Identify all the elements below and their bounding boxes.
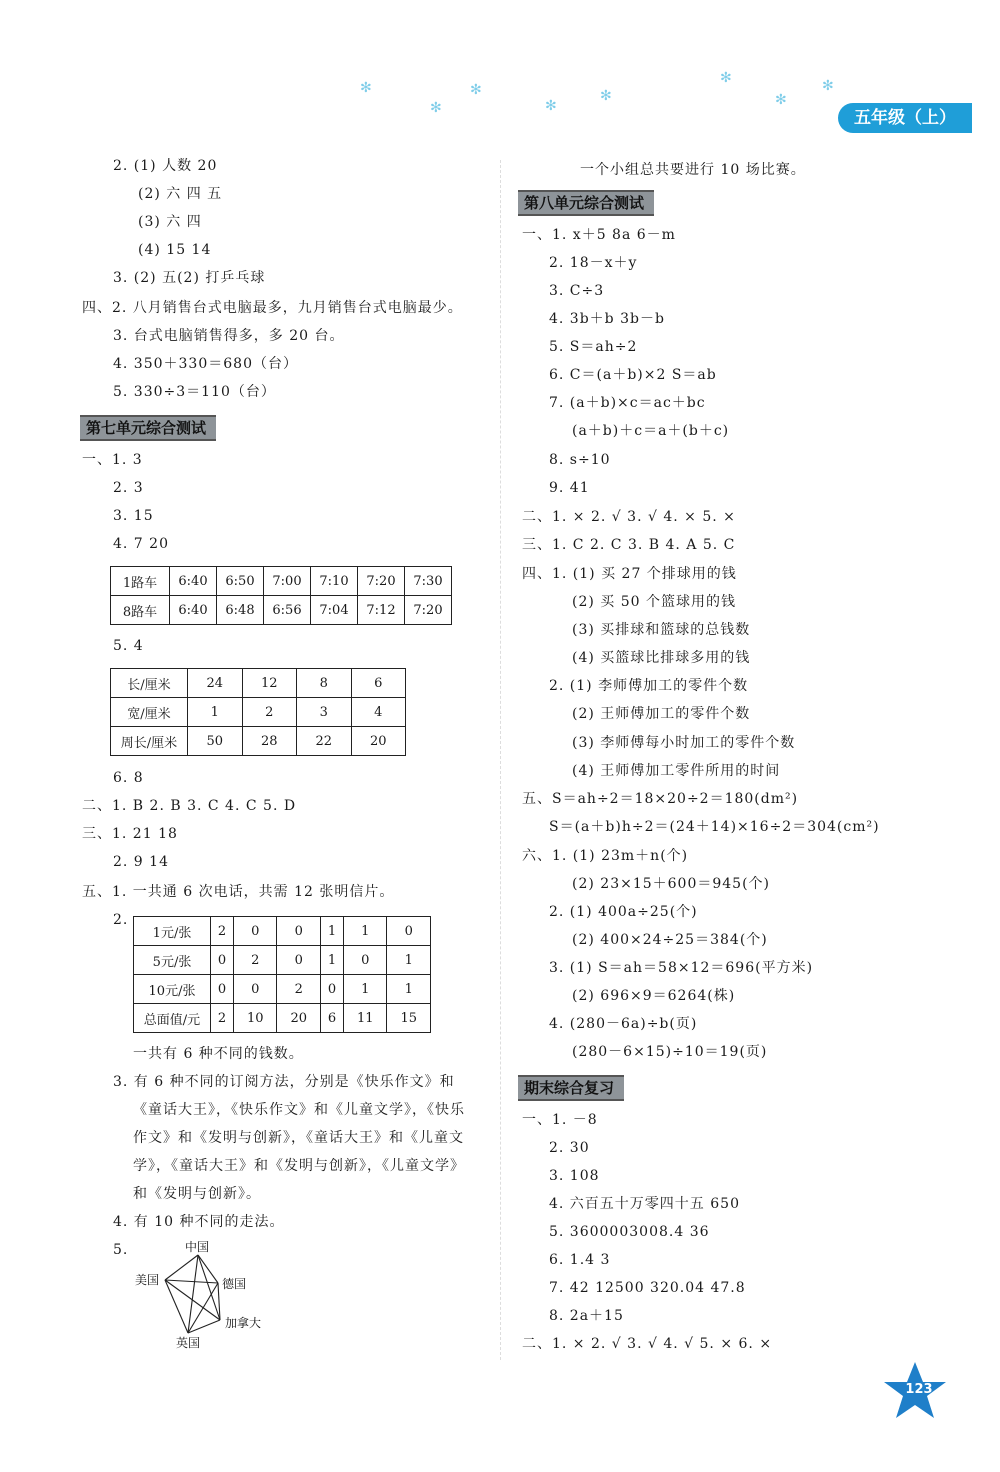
table-cell: 7:10 bbox=[311, 567, 358, 596]
answer-line: 3. (1) S＝ah＝58×12＝696(平方米) bbox=[549, 960, 814, 976]
table-cell: 20 bbox=[277, 1004, 320, 1033]
table-cell: 总面值/元 bbox=[134, 1004, 211, 1033]
bus-schedule-table bbox=[110, 566, 452, 625]
answer-line: 一、1. x＋5 8a 6－m bbox=[522, 227, 676, 243]
answer-line: 一、1. －8 bbox=[522, 1112, 598, 1128]
table-row bbox=[111, 567, 452, 596]
answer-line: 3. 108 bbox=[549, 1168, 600, 1184]
answer-line: 6. 8 bbox=[113, 770, 144, 786]
answer-line: 五、1. 一共通 6 次电话，共需 12 张明信片。 bbox=[82, 884, 395, 900]
table-cell: 0 bbox=[277, 917, 320, 946]
snowflake-icon: ✻ bbox=[775, 92, 787, 108]
answer-line: 一、1. 3 bbox=[82, 452, 143, 468]
table-cell: 2 bbox=[211, 1004, 234, 1033]
answer-line: 3. 台式电脑销售得多，多 20 台。 bbox=[113, 328, 345, 344]
graph-node-label: 美国 bbox=[135, 1273, 160, 1287]
table-cell: 6 bbox=[320, 1004, 343, 1033]
table-cell: 2 bbox=[211, 917, 234, 946]
table-row bbox=[134, 975, 431, 1004]
section-title-final-review: 期末综合复习 bbox=[518, 1075, 624, 1101]
graph-edge bbox=[165, 1255, 198, 1280]
answer-line: 7. (a＋b)×c＝ac＋bc bbox=[549, 395, 706, 411]
answer-line: 2. bbox=[113, 912, 129, 928]
table-cell: 7:04 bbox=[311, 596, 358, 625]
table-cell: 1 bbox=[320, 917, 343, 946]
answer-line: 8. 2a＋15 bbox=[549, 1308, 624, 1324]
answer-line: 6. C＝(a＋b)×2 S＝ab bbox=[549, 367, 717, 383]
answer-line: 学》，《童话大王》和《发明与创新》，《儿童文学》 bbox=[133, 1158, 465, 1174]
answer-line: 2. 3 bbox=[113, 480, 144, 496]
table-cell: 6:56 bbox=[264, 596, 311, 625]
table-cell: 10 bbox=[234, 1004, 277, 1033]
page-number: 123 bbox=[905, 1382, 933, 1397]
table-cell: 5元/张 bbox=[134, 946, 211, 975]
answer-line: 一个小组总共要进行 10 场比赛。 bbox=[580, 162, 806, 178]
answer-line: (4) 买篮球比排球多用的钱 bbox=[572, 650, 751, 666]
answer-line: 5. 3600003008.4 36 bbox=[549, 1224, 710, 1240]
table-row bbox=[111, 698, 406, 727]
column-divider bbox=[500, 160, 501, 1360]
table-cell: 7:20 bbox=[358, 567, 405, 596]
table-cell: 11 bbox=[343, 1004, 386, 1033]
answer-line: 3. (2) 五(2) 打乒乓球 bbox=[113, 270, 266, 286]
answer-line: (2) 王师傅加工的零件个数 bbox=[572, 706, 751, 722]
table-cell: 1 bbox=[387, 946, 431, 975]
answer-line: 六、1. (1) 23m＋n(个) bbox=[522, 848, 689, 864]
answer-line: 7. 42 12500 320.04 47.8 bbox=[549, 1280, 746, 1296]
answer-line: (a＋b)＋c＝a＋(b＋c) bbox=[572, 423, 730, 439]
country-graph-diagram bbox=[130, 1235, 280, 1355]
answer-line: 2. 30 bbox=[549, 1140, 590, 1156]
answer-line: 2. 18－x＋y bbox=[549, 255, 638, 271]
graph-node-label: 加拿大 bbox=[225, 1316, 262, 1330]
answer-line: 4. 3b＋b 3b－b bbox=[549, 311, 665, 327]
table-cell: 6:48 bbox=[217, 596, 264, 625]
table-cell: 长/厘米 bbox=[111, 669, 188, 698]
table-cell: 28 bbox=[242, 727, 297, 756]
rectangle-table bbox=[110, 668, 406, 756]
answer-line: 2. (1) 人数 20 bbox=[113, 158, 218, 174]
table-cell: 6 bbox=[351, 669, 406, 698]
table-row bbox=[134, 1004, 431, 1033]
answer-line: (2) 买 50 个篮球用的钱 bbox=[572, 594, 736, 610]
table-cell: 2 bbox=[234, 946, 277, 975]
table-cell: 1元/张 bbox=[134, 917, 211, 946]
answer-line: 2. (1) 400a÷25(个) bbox=[549, 904, 698, 920]
table-cell: 8 bbox=[297, 669, 352, 698]
table-row bbox=[111, 727, 406, 756]
table-cell: 24 bbox=[188, 669, 243, 698]
graph-node-label: 中国 bbox=[185, 1240, 210, 1254]
grade-badge: 五年级（上） bbox=[838, 103, 972, 133]
table-cell: 周长/厘米 bbox=[111, 727, 188, 756]
table-cell: 0 bbox=[234, 975, 277, 1004]
graph-edge bbox=[188, 1283, 218, 1333]
table-cell: 7:30 bbox=[405, 567, 452, 596]
table-cell: 0 bbox=[277, 946, 320, 975]
answer-line: 2. (1) 李师傅加工的零件个数 bbox=[549, 678, 749, 694]
answer-line: 5. S＝ah÷2 bbox=[549, 339, 638, 355]
table-cell: 22 bbox=[297, 727, 352, 756]
table-cell: 1 bbox=[387, 975, 431, 1004]
snowflake-icon: ✻ bbox=[600, 88, 612, 104]
answer-line: 三、1. C 2. C 3. B 4. A 5. C bbox=[522, 537, 736, 553]
answer-line: 4. (280－6a)÷b(页) bbox=[549, 1016, 698, 1032]
snowflake-icon: ✻ bbox=[545, 98, 557, 114]
answer-line: 6. 1.4 3 bbox=[549, 1252, 611, 1268]
answer-line: 5. bbox=[113, 1242, 129, 1258]
table-cell: 宽/厘米 bbox=[111, 698, 188, 727]
answer-line: (3) 买排球和篮球的总钱数 bbox=[572, 622, 751, 638]
table-row bbox=[134, 946, 431, 975]
answer-line: 四、1. (1) 买 27 个排球用的钱 bbox=[522, 566, 737, 582]
money-combination-table bbox=[133, 916, 431, 1033]
table-cell: 1 bbox=[320, 946, 343, 975]
answer-line: 一共有 6 种不同的钱数。 bbox=[133, 1046, 304, 1062]
table-cell: 6:40 bbox=[170, 596, 217, 625]
table-row bbox=[134, 917, 431, 946]
table-cell: 6:50 bbox=[217, 567, 264, 596]
answer-line: (4) 王师傅加工零件所用的时间 bbox=[572, 763, 781, 779]
answer-line: 5. 4 bbox=[113, 638, 144, 654]
table-cell: 2 bbox=[277, 975, 320, 1004]
graph-edge bbox=[188, 1320, 220, 1333]
answer-line: 三、1. 21 18 bbox=[82, 826, 178, 842]
table-cell: 2 bbox=[242, 698, 297, 727]
table-cell: 4 bbox=[351, 698, 406, 727]
snowflake-icon: ✻ bbox=[470, 82, 482, 98]
answer-line: 五、S＝ah÷2＝18×20÷2＝180(dm²) bbox=[522, 791, 799, 807]
answer-line: (2) 696×9＝6264(株) bbox=[572, 988, 736, 1004]
table-cell: 0 bbox=[343, 946, 386, 975]
answer-line: 和《发明与创新》。 bbox=[133, 1186, 261, 1202]
section-title-unit8: 第八单元综合测试 bbox=[518, 190, 654, 216]
answer-line: 4. 有 10 种不同的走法。 bbox=[113, 1214, 285, 1230]
table-cell: 0 bbox=[387, 917, 431, 946]
snowflake-icon: ✻ bbox=[430, 100, 442, 116]
answer-line: 2. 9 14 bbox=[113, 854, 169, 870]
table-cell: 50 bbox=[188, 727, 243, 756]
graph-edge bbox=[188, 1255, 198, 1333]
answer-line: (2) 23×15＋600＝945(个) bbox=[572, 876, 771, 892]
table-cell: 7:12 bbox=[358, 596, 405, 625]
snowflake-icon: ✻ bbox=[720, 70, 732, 86]
table-cell: 20 bbox=[351, 727, 406, 756]
answer-line: 二、1. × 2. √ 3. √ 4. × 5. × bbox=[522, 509, 736, 525]
table-cell: 1 bbox=[343, 975, 386, 1004]
table-cell: 6:40 bbox=[170, 567, 217, 596]
section-title-unit7: 第七单元综合测试 bbox=[80, 415, 216, 441]
table-cell: 10元/张 bbox=[134, 975, 211, 1004]
table-cell: 12 bbox=[242, 669, 297, 698]
table-cell: 15 bbox=[387, 1004, 431, 1033]
answer-line: (3) 六 四 bbox=[138, 214, 202, 230]
answer-line: (4) 15 14 bbox=[138, 242, 212, 258]
answer-line: 二、1. B 2. B 3. C 4. C 5. D bbox=[82, 798, 297, 814]
answer-line: 9. 41 bbox=[549, 480, 590, 496]
table-cell: 8路车 bbox=[111, 596, 170, 625]
answer-line: 4. 7 20 bbox=[113, 536, 169, 552]
graph-edge bbox=[198, 1255, 218, 1283]
answer-line: (3) 李师傅每小时加工的零件个数 bbox=[572, 735, 796, 751]
graph-node-label: 德国 bbox=[222, 1277, 247, 1291]
answer-line: 二、1. × 2. √ 3. √ 4. √ 5. × 6. × bbox=[522, 1336, 773, 1352]
table-cell: 3 bbox=[297, 698, 352, 727]
answer-line: 8. s÷10 bbox=[549, 452, 611, 468]
table-cell: 0 bbox=[211, 975, 234, 1004]
table-cell: 1路车 bbox=[111, 567, 170, 596]
table-cell: 7:20 bbox=[405, 596, 452, 625]
table-cell: 0 bbox=[234, 917, 277, 946]
answer-line: (280－6×15)÷10＝19(页) bbox=[572, 1044, 768, 1060]
table-cell: 1 bbox=[343, 917, 386, 946]
table-row bbox=[111, 596, 452, 625]
answer-line: 《童话大王》，《快乐作文》和《儿童文学》，《快乐 bbox=[133, 1102, 465, 1118]
answer-line: S＝(a＋b)h÷2＝(24＋14)×16÷2＝304(cm²) bbox=[549, 819, 880, 835]
graph-edge bbox=[165, 1280, 218, 1283]
answer-line: 3. C÷3 bbox=[549, 283, 605, 299]
answer-line: 作文》和《发明与创新》，《童话大王》和《儿童文 bbox=[133, 1130, 464, 1146]
answer-line: 四、2. 八月销售台式电脑最多，九月销售台式电脑最少。 bbox=[82, 300, 463, 316]
answer-line: 4. 350＋330＝680（台） bbox=[113, 356, 298, 372]
answer-line: (2) 400×24÷25＝384(个) bbox=[572, 932, 768, 948]
snowflake-icon: ✻ bbox=[822, 78, 834, 94]
graph-node-label: 英国 bbox=[176, 1336, 201, 1350]
table-row bbox=[111, 669, 406, 698]
table-cell: 1 bbox=[188, 698, 243, 727]
snowflake-icon: ✻ bbox=[360, 80, 372, 96]
answer-line: 5. 330÷3＝110（台） bbox=[113, 384, 276, 400]
table-cell: 7:00 bbox=[264, 567, 311, 596]
answer-line: 4. 六百五十万零四十五 650 bbox=[549, 1196, 740, 1212]
table-cell: 0 bbox=[320, 975, 343, 1004]
table-cell: 0 bbox=[211, 946, 234, 975]
answer-line: (2) 六 四 五 bbox=[138, 186, 223, 202]
answer-line: 3. 有 6 种不同的订阅方法，分别是《快乐作文》和 bbox=[113, 1074, 455, 1090]
answer-line: 3. 15 bbox=[113, 508, 154, 524]
